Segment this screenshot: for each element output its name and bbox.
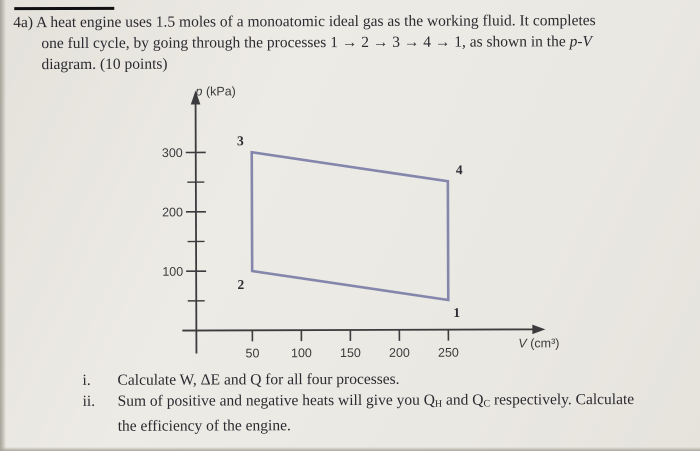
problem-line-1-text: 4a) A heat engine uses 1.5 moles of a monoatomic ideal gas as the working fluid. It completes (13, 12, 596, 32)
y-tick-label: 200 (162, 205, 183, 220)
question-item-ii-continued (83, 414, 683, 437)
ii-seg1: Sum of positive and negative heats will give you Q (117, 391, 435, 410)
problem-line-2-text: one full cycle, by going through the processes 1 → 2 → 3 → 4 → 1, as shown in the (41, 33, 570, 53)
state-point-label-4: 4 (455, 162, 463, 178)
y-axis-line (196, 104, 197, 354)
pv-diagram (149, 79, 580, 370)
question-i-text: Calculate W, ΔE and Q for all four processes. (117, 370, 400, 389)
q-hot-subscript: H (434, 398, 443, 410)
problem-line-3-text: diagram. (10 points) (41, 55, 168, 74)
x-tick-label: 50 (245, 346, 260, 361)
x-tick-label: 100 (290, 346, 312, 361)
question-item-ii (83, 389, 683, 416)
state-point-label-2: 2 (237, 277, 245, 293)
q-cold-subscript: C (483, 398, 491, 410)
pv-italic-text: p-V (569, 33, 592, 51)
x-tick-label: 250 (437, 345, 459, 360)
y-tick-label: 100 (162, 264, 184, 279)
problem-line-1 (13, 10, 693, 33)
problem-statement (13, 10, 693, 75)
ii-seg3: respectively. Calculate (490, 391, 635, 409)
problem-line-3 (13, 52, 693, 75)
x-axis-arrowhead-icon (532, 325, 545, 335)
y-tick-label: 300 (161, 146, 183, 161)
question-item-i (83, 368, 683, 391)
x-axis-line (182, 329, 536, 330)
x-tick-label: 150 (339, 345, 361, 361)
question-list (83, 368, 683, 437)
x-tick-label: 200 (388, 345, 410, 360)
problem-line-2 (13, 31, 693, 54)
question-ii-text-line2: the efficiency of the engine. (117, 417, 291, 435)
question-ii-text-line1 (118, 389, 635, 416)
x-axis-label: V (cm³) (518, 336, 560, 351)
top-rule (14, 7, 114, 10)
ii-seg2: and Q (442, 391, 484, 409)
item-marker-ii: ii. (82, 392, 96, 410)
state-point-label-1: 1 (453, 304, 461, 320)
cycle-polygon (252, 152, 449, 301)
item-marker-i: i. (82, 371, 91, 389)
state-point-label-3: 3 (236, 133, 244, 149)
y-axis-label: p (kPa) (195, 84, 236, 99)
